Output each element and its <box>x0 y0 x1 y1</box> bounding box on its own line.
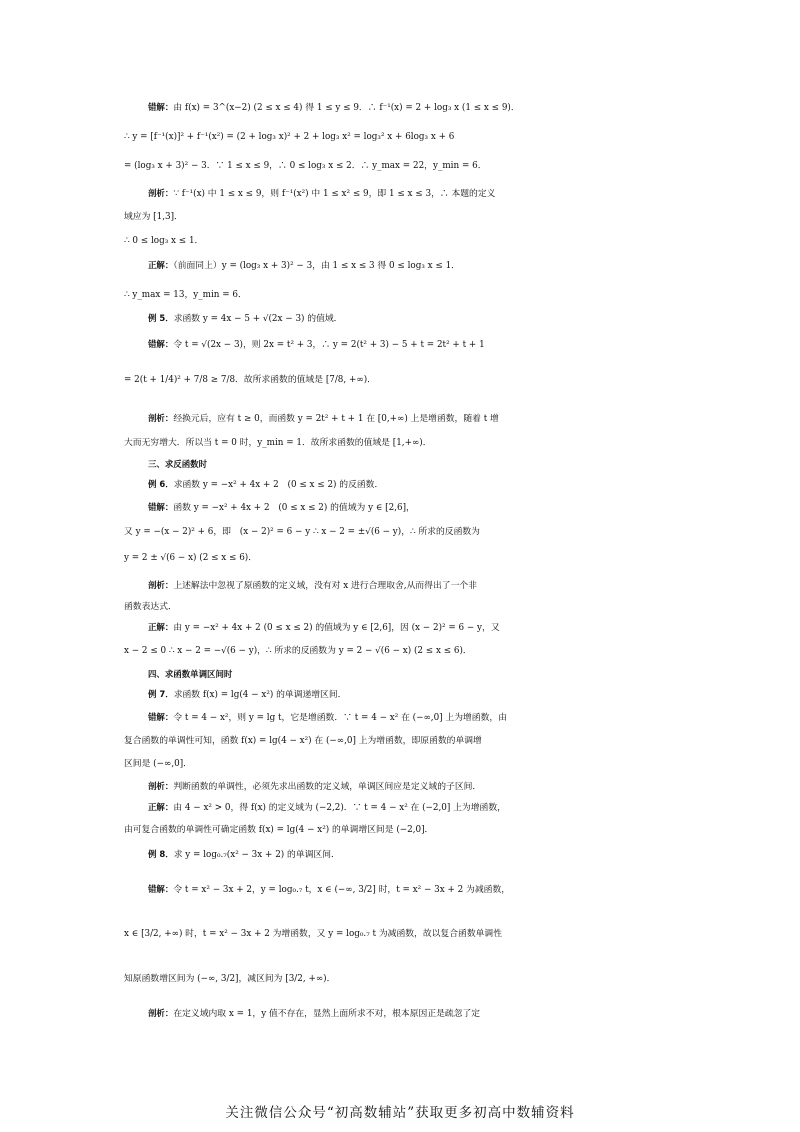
example-heading: 例 7．求函数 f(x) = lg(4 − x²) 的单调递增区间． <box>148 689 347 700</box>
text-line: ∴ y_max = 13，y_min = 6． <box>124 290 247 300</box>
text-line: 函数表达式． <box>124 602 177 612</box>
text-line: 错解：由 f(x) = 3^(x−2) (2 ≤ x ≤ 4) 得 1 ≤ y ≤ 9．∴ f⁻¹(x) = 2 + log₃ x (1 ≤ x ≤ 9)． <box>148 102 520 113</box>
text-line: 复合函数的单调性可知，函数 f(x) = lg(4 − x²) 在 (−∞,0] 上为增函数，即原函数的单调增 <box>124 736 482 746</box>
text-line: 剖析：经换元后，应有 t ≥ 0，而函数 y = 2t² + t + 1 在 [0,+∞) 上是增函数，随着 t 增 <box>148 413 499 424</box>
text-line: 剖析：判断函数的单调性，必须先求出函数的定义域，单调区间应是定义域的子区间． <box>148 781 482 792</box>
text-line: 错解：令 t = 4 − x²，则 y = lg t，它是增函数．∵ t = 4 − x² 在 (−∞,0] 上为增函数，由 <box>148 712 507 723</box>
text-line: 区间是 (−∞,0]． <box>124 759 192 769</box>
text-line: 剖析：上述解法中忽视了原函数的定义域，没有对 x 进行合理取舍,从而得出了一个非 <box>148 580 477 591</box>
text-line: 错解：令 t = √(2x − 3)，则 2x = t² + 3，∴ y = 2(t² + 3) − 5 + t = 2t² + t + 1 <box>148 339 485 350</box>
text-line: 剖析：∵ f⁻¹(x) 中 1 ≤ x ≤ 9，则 f⁻¹(x²) 中 1 ≤ x² ≤ 9，即 1 ≤ x ≤ 3，∴ 本题的定义 <box>148 188 496 199</box>
text-line: 正解：（前面同上）y = (log₃ x + 3)² − 3，由 1 ≤ x ≤ 3 得 0 ≤ log₃ x ≤ 1． <box>148 260 460 271</box>
text-line: = 2(t + 1/4)² + 7/8 ≥ 7/8．故所求函数的值域是 [7/8, +∞)． <box>124 375 376 385</box>
text-line: y = 2 ± √(6 − x) (2 ≤ x ≤ 6)． <box>124 553 258 563</box>
section-heading: 三、求反函数时 <box>148 459 208 469</box>
text-line: 又 y = −(x − 2)² + 6，即 (x − 2)² = 6 − y ∴ x − 2 = ±√(6 − y)，∴ 所求的反函数为 <box>124 527 480 537</box>
text-line: 由可复合函数的单调性可确定函数 f(x) = lg(4 − x²) 的单调增区间是 (−2,0]． <box>124 825 434 835</box>
example-heading: 例 5．求函数 y = 4x − 5 + √(2x − 3) 的值域． <box>148 313 343 324</box>
text-line: 知原函数增区间为 (−∞, 3/2]，减区间为 [3/2, +∞)． <box>124 974 336 984</box>
text-line: 域应为 [1,3]． <box>124 212 183 222</box>
example-heading: 例 8．求 y = log₀.₇(x² − 3x + 2) 的单调区间． <box>148 849 340 860</box>
text-line: 剖析：在定义域内取 x = 1，y 值不存在，显然上面所求不对，根本原因正是疏忽了定 <box>148 1008 481 1019</box>
text-line: ∴ y = [f⁻¹(x)]² + f⁻¹(x²) = (2 + log₃ x)² + 2 + log₃ x² = log₃² x + 6log₃ x + 6 <box>124 132 455 142</box>
page-footer: 关注微信公众号“初高数辅站”获取更多初高中数辅资料 <box>225 1105 575 1121</box>
text-line: = (log₃ x + 3)² − 3．∵ 1 ≤ x ≤ 9，∴ 0 ≤ log₃ x ≤ 2．∴ y_max = 22，y_min = 6． <box>124 161 487 171</box>
section-heading: 四、求函数单调区间时 <box>148 669 233 679</box>
text-line: 正解：由 y = −x² + 4x + 2 (0 ≤ x ≤ 2) 的值域为 y ∈ [2,6]，因 (x − 2)² = 6 − y，又 <box>148 622 500 633</box>
text-line: 大而无穷增大．所以当 t = 0 时，y_min = 1．故所求函数的值域是 [1,+∞)． <box>124 438 432 448</box>
text-line: ∴ 0 ≤ log₃ x ≤ 1． <box>124 236 204 246</box>
example-heading: 例 6．求函数 y = −x² + 4x + 2 (0 ≤ x ≤ 2) 的反函数． <box>148 479 384 490</box>
text-line: x ∈ [3/2, +∞) 时，t = x² − 3x + 2 为增函数，又 y = log₀.₇ t 为减函数，故以复合函数单调性 <box>124 929 503 939</box>
text-line: 正解：由 4 − x² > 0，得 f(x) 的定义域为 (−2,2)．∵ t = 4 − x² 在 (−2,0] 上为增函数， <box>148 802 506 813</box>
text-line: 错解：令 t = x² − 3x + 2，y = log₀.₇ t，x ∈ (−∞, 3/2] 时，t = x² − 3x + 2 为减函数， <box>148 884 511 895</box>
text-line: 错解：函数 y = −x² + 4x + 2 (0 ≤ x ≤ 2) 的值域为 y ∈ [2,6]， <box>148 502 415 513</box>
text-line: x − 2 ≤ 0 ∴ x − 2 = −√(6 − y)，∴ 所求的反函数为 y = 2 − √(6 − x) (2 ≤ x ≤ 6)． <box>124 646 472 656</box>
